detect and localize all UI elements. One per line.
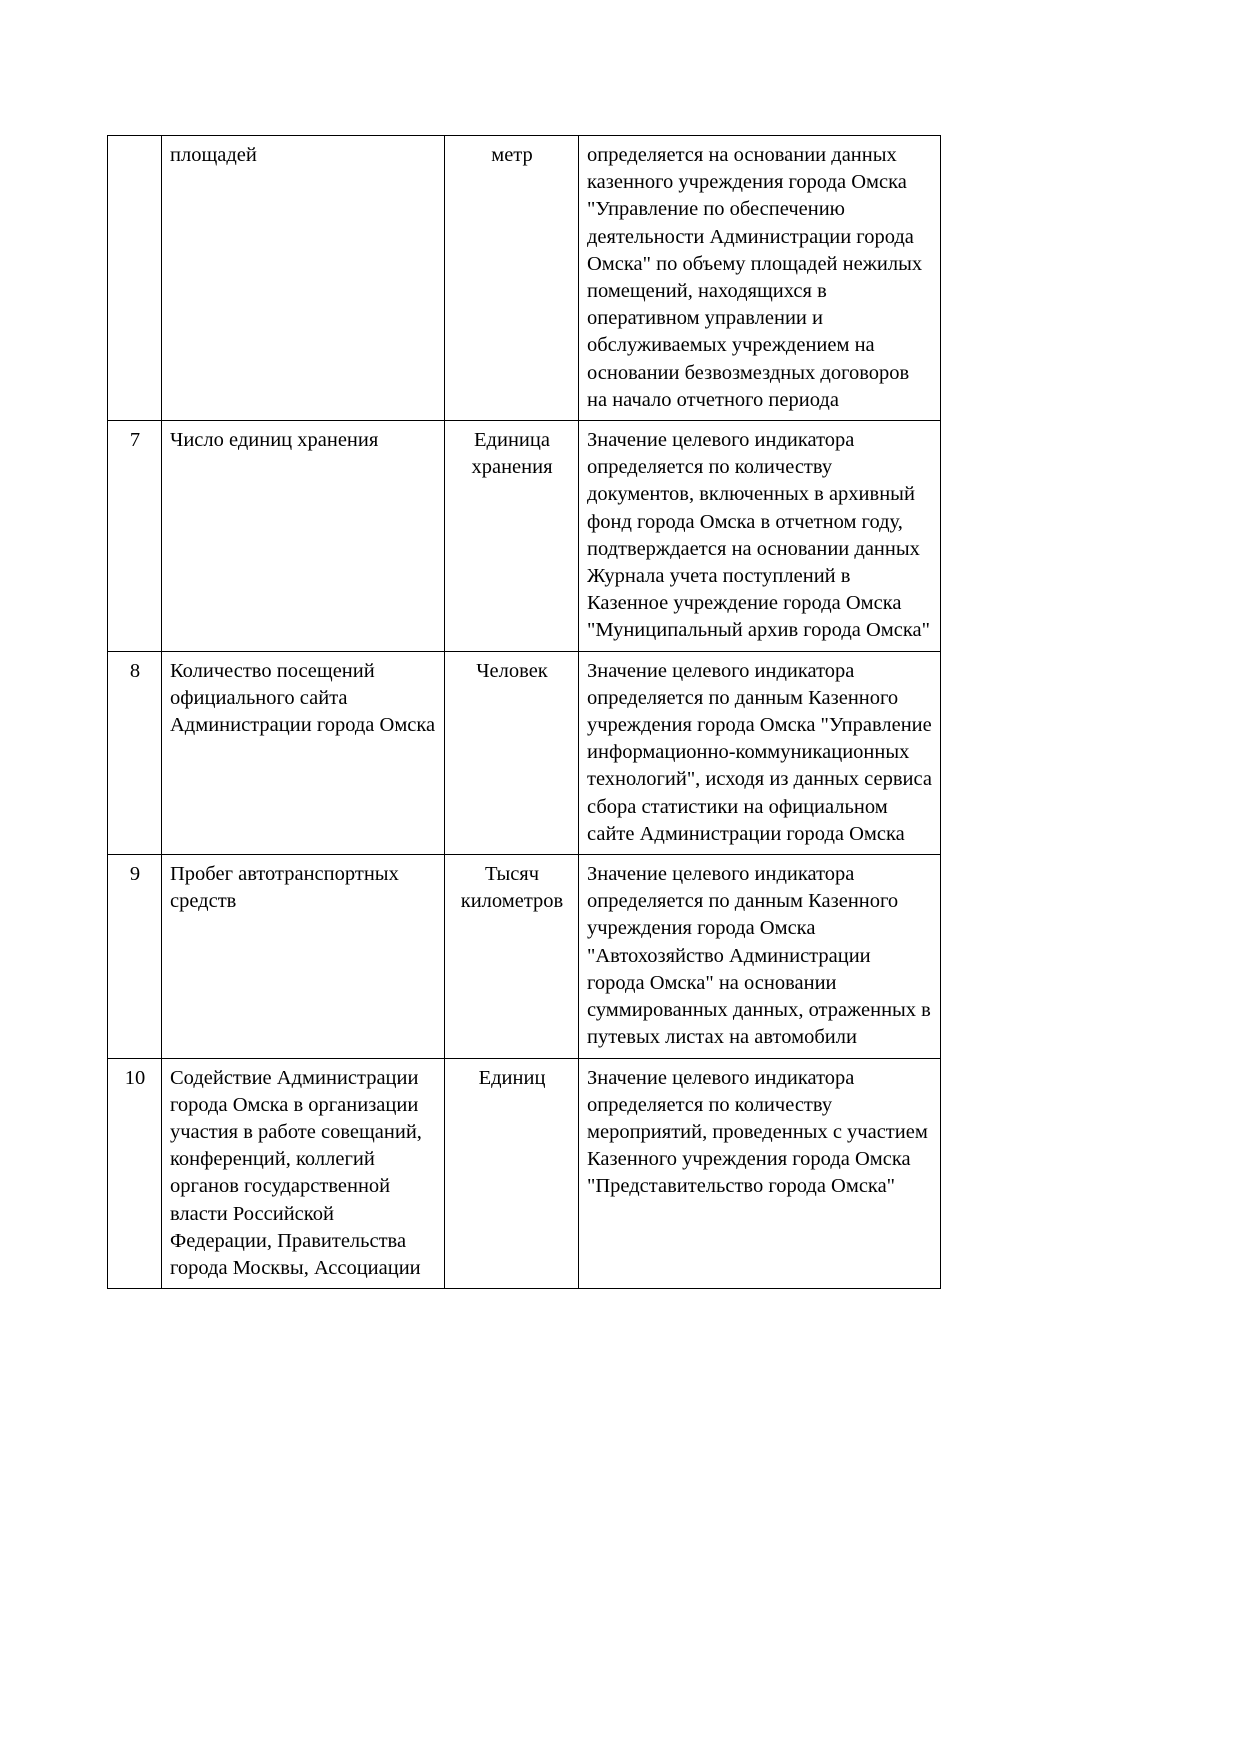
- unit-label: Тысяч километров: [460, 863, 564, 913]
- unit-cell: [445, 651, 579, 854]
- unit-cell: [445, 1058, 579, 1289]
- method-text: Значение целевого индикатора определяется по данным Казенного учреждения города Омска "Управление информационно-коммуникационных технологий", исходя из данных сервиса сбора статистики на официальном сайте Администрации города Омска: [587, 659, 932, 845]
- unit-cell: [445, 136, 579, 421]
- method-cell: [579, 421, 941, 652]
- method-text: определяется на основании данных казенного учреждения города Омска "Управление по обеспечению деятельности Администрации города Омска" по объему площадей нежилых помещений, находящихся в оперативном управлении и обслуживаемых учреждением на основании безвозмездных договоров на начало отчетного периода: [587, 144, 923, 411]
- unit-label: Единица хранения: [471, 429, 553, 479]
- unit-label: метр: [491, 144, 533, 166]
- row-number-cell: [108, 1058, 162, 1289]
- method-text: Значение целевого индикатора определяется по количеству документов, включенных в архивный фонд города Омска в отчетном году, подтверждается на основании данных Журнала учета поступлений в Казенное учреждение города Омска "Муниципальный архив города Омска": [587, 429, 930, 642]
- indicator-name: Число единиц хранения: [170, 429, 379, 452]
- table-row: [108, 421, 941, 652]
- row-number-cell: [108, 421, 162, 652]
- indicator-name-cell: [162, 421, 445, 652]
- unit-cell: [445, 855, 579, 1058]
- method-text: Значение целевого индикатора определяется по количеству мероприятий, проведенных с участием Казенного учреждения города Омска "Представительство города Омска": [587, 1066, 928, 1198]
- method-cell: [579, 855, 941, 1058]
- table-row: [108, 651, 941, 854]
- table-row: [108, 1058, 941, 1289]
- indicator-name: Количество посещений официального сайта Администрации города Омска: [170, 659, 436, 737]
- indicator-name-cell: [162, 855, 445, 1058]
- method-cell: [579, 651, 941, 854]
- row-number-cell: [108, 855, 162, 1058]
- row-number: 10: [124, 1066, 146, 1089]
- indicator-name: Пробег автотранспортных средств: [170, 863, 399, 913]
- row-number: 8: [129, 659, 141, 682]
- row-number: 9: [129, 863, 141, 886]
- indicator-name-cell: [162, 651, 445, 854]
- unit-label: Единиц: [478, 1066, 546, 1089]
- row-number: 7: [129, 429, 141, 452]
- indicator-name: Содействие Администрации города Омска в организации участия в работе совещаний, конференций, коллегий органов государственной власти Российской Федерации, Правительства города Москвы, Ассоциации: [170, 1066, 422, 1279]
- method-text: Значение целевого индикатора определяется по данным Казенного учреждения города Омска "Автохозяйство Администрации города Омска" на основании суммированных данных, отраженных в путевых листах на автомобили: [587, 863, 931, 1049]
- table-row: [108, 855, 941, 1058]
- row-number-cell: [108, 136, 162, 421]
- method-cell: [579, 1058, 941, 1289]
- row-number-cell: [108, 651, 162, 854]
- method-cell: [579, 136, 941, 421]
- table-row: [108, 136, 941, 421]
- indicator-name-cell: [162, 1058, 445, 1289]
- indicators-table: [107, 135, 941, 1289]
- unit-cell: [445, 421, 579, 652]
- table-body: [108, 136, 941, 1289]
- unit-label: Человек: [476, 659, 548, 682]
- indicator-name: площадей: [170, 144, 257, 166]
- indicator-name-cell: [162, 136, 445, 421]
